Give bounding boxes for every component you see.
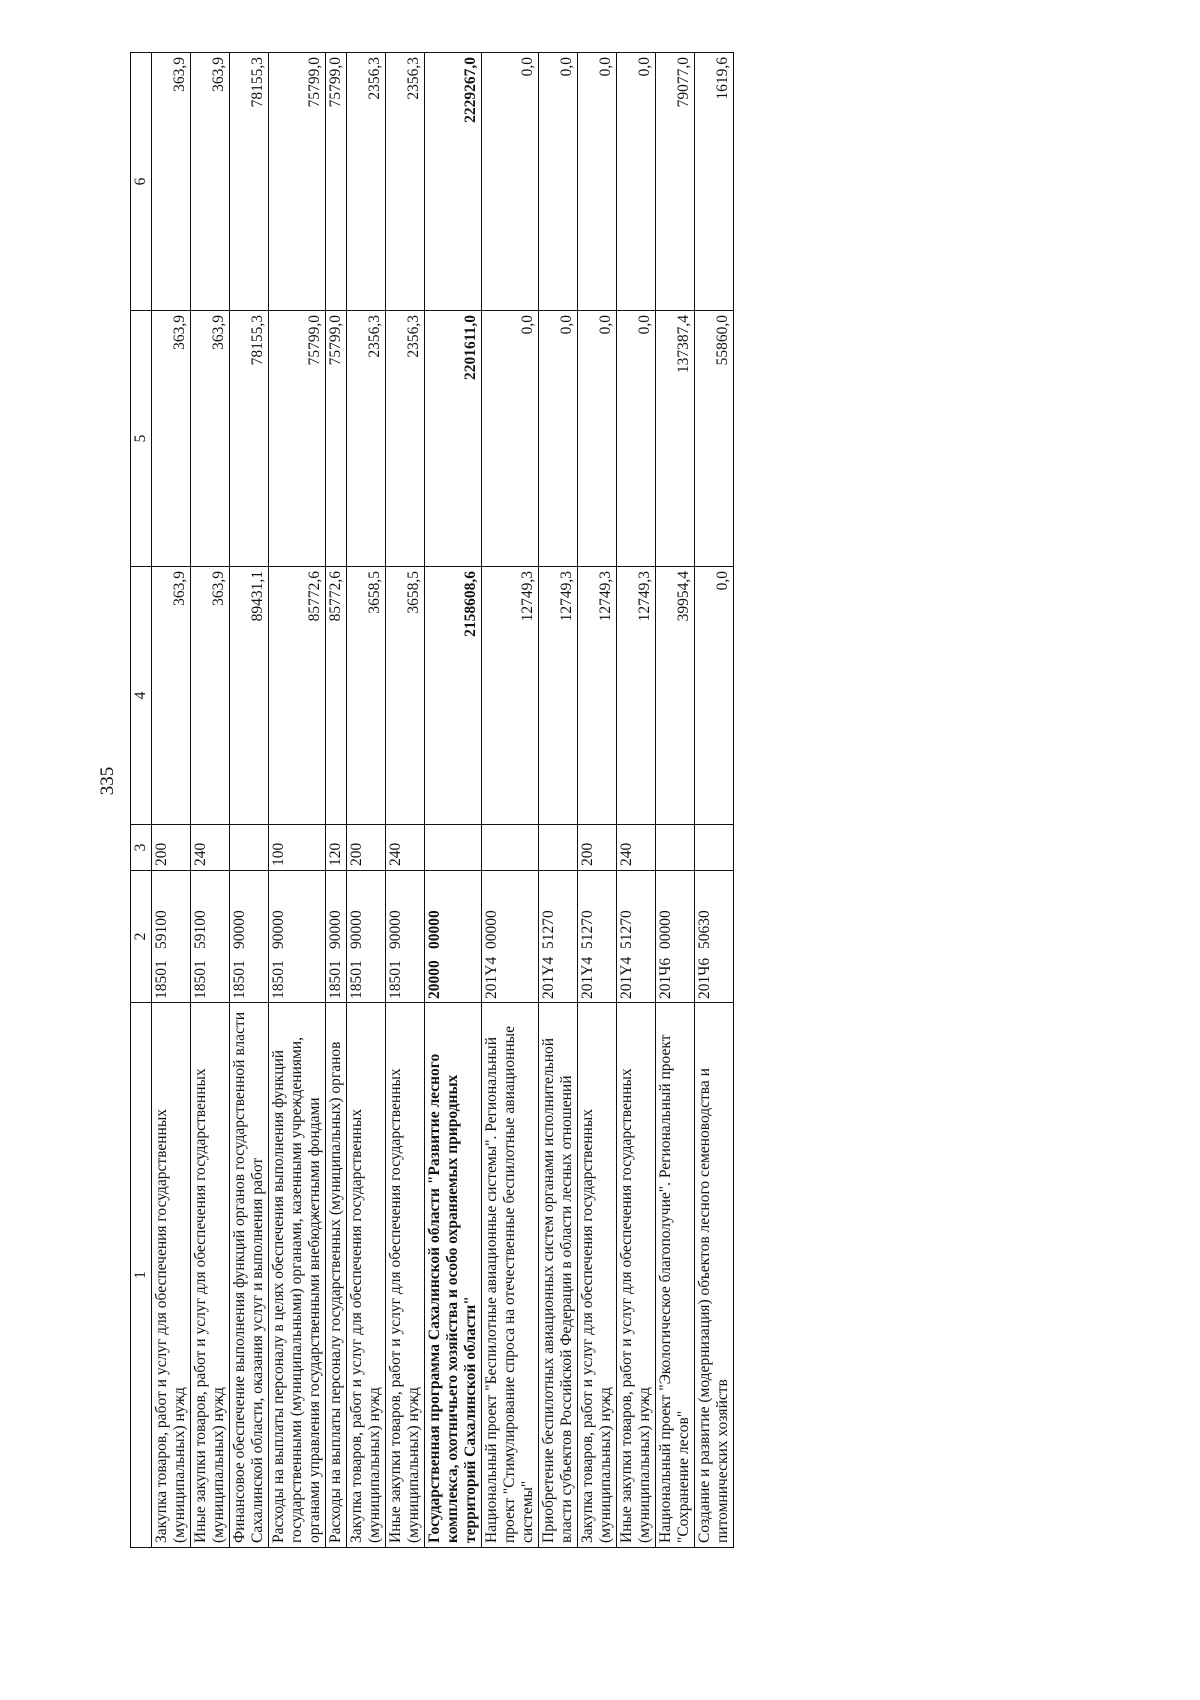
row-value-col4: 85772,6 [326, 567, 347, 825]
row-value-col6: 2356,3 [386, 53, 425, 311]
code-direction: 59100 [192, 910, 209, 949]
row-name: Иные закупки товаров, работ и услуг для обеспечения государственных (муниципальных) нужд [617, 1003, 656, 1548]
row-name: Государственная программа Сахалинской области "Развитие лесного комплекса, охотничьего хозяйства и особо охраняемых природных территорий Сахалинской области" [425, 1003, 482, 1548]
row-value-col5: 78155,3 [230, 311, 269, 567]
code-direction: 51270 [618, 910, 635, 949]
table-row [230, 53, 269, 1548]
code-direction: 59100 [153, 910, 170, 949]
row-expense-type [695, 825, 734, 871]
code-direction: 90000 [387, 910, 404, 949]
row-code [578, 871, 617, 1003]
row-expense-type: 240 [191, 825, 230, 871]
code-direction: 51270 [540, 910, 557, 949]
row-expense-type: 200 [578, 825, 617, 871]
row-name: Приобретение беспилотных авиационных систем органами исполнительной власти субъектов Российской Федерации в области лесных отношений [539, 1003, 578, 1548]
table-row [269, 53, 326, 1548]
row-value-col5: 2356,3 [347, 311, 386, 567]
row-name: Национальный проект "Беспилотные авиационные системы". Региональный проект "Стимулирование спроса на отечественные беспилотные авиационные системы" [482, 1003, 539, 1548]
row-value-col5: 363,9 [152, 311, 191, 567]
column-header-5: 5 [131, 311, 152, 567]
code-program: 18501 [348, 960, 365, 999]
row-expense-type: 200 [347, 825, 386, 871]
row-name: Национальный проект "Экологическое благополучие". Региональный проект "Сохранение лесов" [656, 1003, 695, 1548]
row-value-col4: 12749,3 [617, 567, 656, 825]
row-value-col5: 0,0 [539, 311, 578, 567]
row-expense-type: 240 [386, 825, 425, 871]
row-value-col6: 363,9 [152, 53, 191, 311]
table-row [326, 53, 347, 1548]
code-program: 18501 [387, 960, 404, 999]
code-direction: 90000 [348, 910, 365, 949]
row-value-col5: 137387,4 [656, 311, 695, 567]
table-row [347, 53, 386, 1548]
code-program: 18501 [192, 960, 209, 999]
column-header-3: 3 [131, 825, 152, 871]
row-code [695, 871, 734, 1003]
row-expense-type: 120 [326, 825, 347, 871]
row-name: Закупка товаров, работ и услуг для обеспечения государственных (муниципальных) нужд [578, 1003, 617, 1548]
row-name: Финансовое обеспечение выполнения функций органов государственной власти Сахалинской области, оказания услуг и выполнения работ [230, 1003, 269, 1548]
row-value-col5: 363,9 [191, 311, 230, 567]
row-value-col5: 0,0 [578, 311, 617, 567]
row-value-col6: 0,0 [482, 53, 539, 311]
table-row [656, 53, 695, 1548]
table-row [695, 53, 734, 1548]
code-program: 201Y4 [540, 956, 557, 999]
code-program: 18501 [327, 960, 344, 999]
row-value-col6: 0,0 [539, 53, 578, 311]
row-value-col4: 39954,4 [656, 567, 695, 825]
row-value-col4: 3658,5 [347, 567, 386, 825]
row-code [656, 871, 695, 1003]
column-header-6: 6 [131, 53, 152, 311]
header-row [131, 53, 152, 1548]
column-header-2: 2 [131, 871, 152, 1003]
row-value-col4: 363,9 [152, 567, 191, 825]
row-name: Закупка товаров, работ и услуг для обеспечения государственных (муниципальных) нужд [347, 1003, 386, 1548]
code-program: 201Ч6 [657, 957, 674, 999]
row-value-col4: 0,0 [695, 567, 734, 825]
row-value-col5: 75799,0 [269, 311, 326, 567]
row-name: Иные закупки товаров, работ и услуг для обеспечения государственных (муниципальных) нужд [386, 1003, 425, 1548]
row-code [191, 871, 230, 1003]
row-expense-type [482, 825, 539, 871]
code-direction: 50630 [696, 910, 713, 949]
table-row-program-total [425, 53, 482, 1548]
row-expense-type: 100 [269, 825, 326, 871]
table-row [386, 53, 425, 1548]
row-value-col5: 0,0 [617, 311, 656, 567]
row-name: Иные закупки товаров, работ и услуг для обеспечения государственных (муниципальных) нужд [191, 1003, 230, 1548]
code-direction: 51270 [579, 910, 596, 949]
row-code [152, 871, 191, 1003]
code-direction: 00000 [483, 910, 500, 949]
code-program: 201Ч6 [696, 957, 713, 999]
code-program: 201Y4 [579, 956, 596, 999]
row-value-col6: 75799,0 [326, 53, 347, 311]
table-row [539, 53, 578, 1548]
row-value-col6: 1619,6 [695, 53, 734, 311]
row-value-col4: 89431,1 [230, 567, 269, 825]
row-value-col6: 75799,0 [269, 53, 326, 311]
table-row [152, 53, 191, 1548]
code-program: 18501 [231, 960, 248, 999]
row-value-col4: 12749,3 [482, 567, 539, 825]
row-name: Расходы на выплаты персоналу в целях обеспечения выполнения функций государственными (муниципальными) органами, казенными учреждениями, органами управления государственными внебюджетными фондами [269, 1003, 326, 1548]
row-expense-type [656, 825, 695, 871]
code-direction: 90000 [270, 910, 287, 949]
row-expense-type: 200 [152, 825, 191, 871]
row-expense-type [539, 825, 578, 871]
row-value-col4: 12749,3 [539, 567, 578, 825]
code-program: 201Y4 [618, 956, 635, 999]
row-value-col5: 0,0 [482, 311, 539, 567]
row-code [425, 871, 482, 1003]
row-code [347, 871, 386, 1003]
table-row [482, 53, 539, 1548]
row-value-col4: 12749,3 [578, 567, 617, 825]
code-program: 20000 [426, 960, 443, 999]
row-value-col4: 85772,6 [269, 567, 326, 825]
row-name: Закупка товаров, работ и услуг для обеспечения государственных (муниципальных) нужд [152, 1003, 191, 1548]
code-direction: 00000 [426, 910, 443, 949]
budget-table [130, 52, 734, 1548]
column-header-1: 1 [131, 1003, 152, 1548]
row-name: Расходы на выплаты персоналу государственных (муниципальных) органов [326, 1003, 347, 1548]
code-direction: 90000 [231, 910, 248, 949]
row-value-col6: 78155,3 [230, 53, 269, 311]
row-code [539, 871, 578, 1003]
code-program: 18501 [270, 960, 287, 999]
row-value-col5: 55860,0 [695, 311, 734, 567]
row-expense-type [230, 825, 269, 871]
column-header-4: 4 [131, 567, 152, 825]
table-row [617, 53, 656, 1548]
row-code [326, 871, 347, 1003]
code-direction: 00000 [657, 910, 674, 949]
row-code [269, 871, 326, 1003]
row-value-col6: 0,0 [617, 53, 656, 311]
row-name: Создание и развитие (модернизация) объектов лесного семеноводства и питомнических хозяйств [695, 1003, 734, 1548]
row-value-col6: 363,9 [191, 53, 230, 311]
row-value-col6: 2229267,0 [425, 53, 482, 311]
code-direction: 90000 [327, 910, 344, 949]
code-program: 18501 [153, 960, 170, 999]
row-value-col6: 2356,3 [347, 53, 386, 311]
row-expense-type [425, 825, 482, 871]
row-value-col6: 0,0 [578, 53, 617, 311]
row-code [482, 871, 539, 1003]
row-value-col4: 363,9 [191, 567, 230, 825]
rotated-table-container [130, 53, 1098, 1548]
row-code [386, 871, 425, 1003]
row-value-col5: 2201611,0 [425, 311, 482, 567]
row-value-col5: 2356,3 [386, 311, 425, 567]
row-value-col6: 79077,0 [656, 53, 695, 311]
row-expense-type: 240 [617, 825, 656, 871]
page-number: 335 [97, 766, 118, 796]
row-value-col4: 3658,5 [386, 567, 425, 825]
code-program: 201Y4 [483, 956, 500, 999]
row-value-col5: 75799,0 [326, 311, 347, 567]
table-row [191, 53, 230, 1548]
row-code [617, 871, 656, 1003]
row-value-col4: 2158608,6 [425, 567, 482, 825]
table-row [578, 53, 617, 1548]
row-code [230, 871, 269, 1003]
